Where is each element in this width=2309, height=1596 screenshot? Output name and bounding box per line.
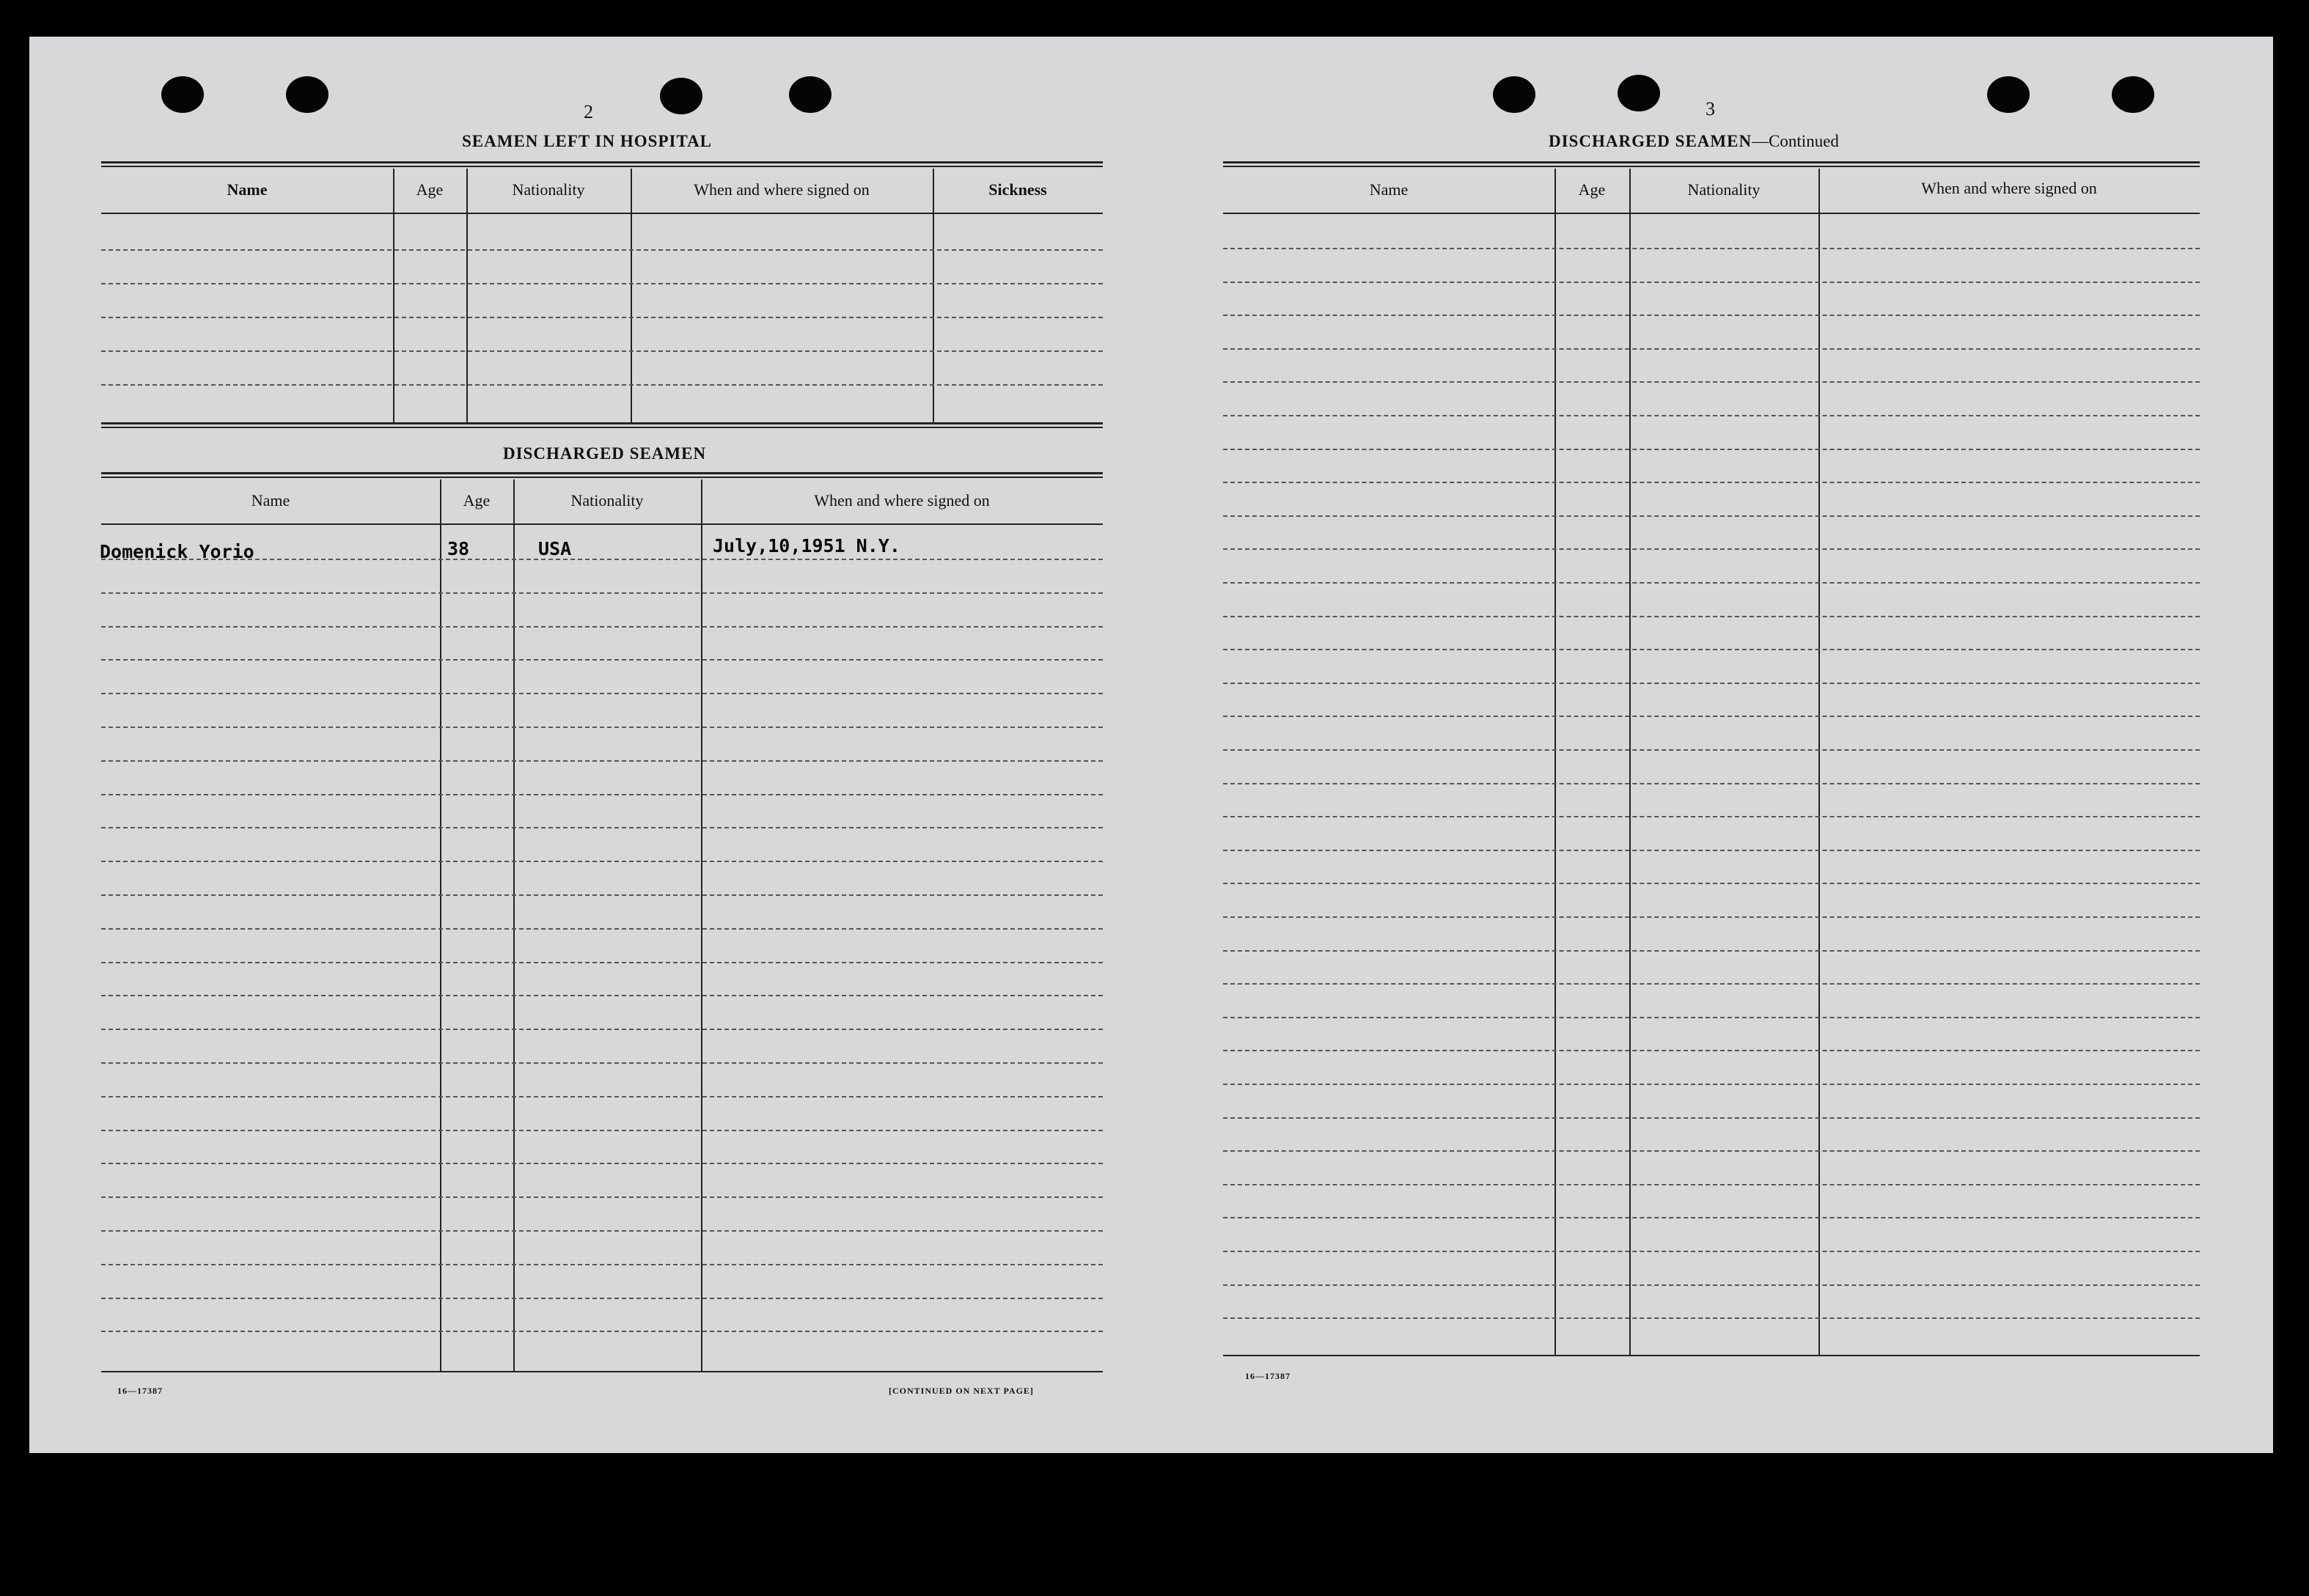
discharged-row-line [101,1130,1103,1131]
discharged-row-line [101,928,1103,930]
right-row-line [1223,381,2200,383]
discharged-row-line [101,1163,1103,1164]
discharged-row-line [101,659,1103,661]
right-row-line [1223,582,2200,584]
discharged-row-line [101,760,1103,762]
discharged-row-line [101,1062,1103,1064]
discharged-row-line [101,962,1103,963]
right-table-bottom-rule [1223,1355,2200,1356]
right-row-line [1223,616,2200,617]
right-row-line [1223,816,2200,817]
discharged-row-line [101,1029,1103,1030]
punch-hole [789,76,832,113]
discharged-row-line [101,861,1103,862]
continued-section-title [1549,132,1839,151]
entry-nationality: USA [538,538,572,559]
right-row-line [1223,482,2200,483]
right-row-line [1223,548,2200,550]
discharged-col-divider [701,479,702,1371]
right-row-line [1223,515,2200,517]
discharged-row-line [101,1096,1103,1097]
entry-age: 38 [447,538,470,559]
right-row-line [1223,1184,2200,1185]
form-number-right: 16—17387 [1245,1371,1291,1381]
right-row-line [1223,1251,2200,1252]
right-row-line [1223,282,2200,283]
form-number-left: 16—17387 [117,1386,163,1396]
hospital-header-rule [101,213,1103,214]
discharged-row-line [101,559,1103,560]
hospital-row-line [101,249,1103,251]
hospital-section-title: SEAMEN LEFT IN HOSPITAL [462,132,713,150]
right-row-line [1223,1050,2200,1051]
right-row-line [1223,248,2200,249]
discharged-row-line [101,1298,1103,1299]
right-col-name: Name [1369,180,1409,199]
right-header-rule [1223,213,2200,214]
page-number-right: 3 [1706,98,1715,119]
right-row-line [1223,649,2200,650]
right-col-divider [1818,169,1820,1355]
continued-section-title-main: DISCHARGED SEAMEN [1549,132,1752,150]
right-col-nationality: Nationality [1687,180,1761,199]
discharged-row-line [101,995,1103,996]
right-col-age: Age [1578,180,1606,199]
right-row-line [1223,683,2200,684]
discharged-row-line [101,626,1103,628]
discharged-col-divider [440,479,441,1371]
right-row-line [1223,950,2200,952]
discharged-row-line [101,693,1103,694]
right-row-line [1223,783,2200,784]
discharged-row-line [101,1331,1103,1332]
hospital-col-age: Age [416,180,444,199]
discharged-row-line [101,1230,1103,1232]
discharged-section-title: DISCHARGED SEAMEN [503,444,707,463]
right-row-line [1223,1084,2200,1085]
discharged-row-line [101,794,1103,795]
hospital-table-bottom-rule-2 [101,427,1103,428]
discharged-col-nationality: Nationality [570,491,644,510]
right-col-signed-on: When and where signed on [1921,179,2097,197]
right-table-top-rule [1223,161,2200,163]
punch-hole [161,76,204,113]
hospital-table-bottom-rule [101,422,1103,424]
discharged-row-line [101,1196,1103,1198]
discharged-row-line [101,592,1103,594]
right-col-divider [1629,169,1631,1355]
hospital-row-line [101,384,1103,386]
punch-hole [1987,76,2030,113]
discharged-row-line [101,894,1103,896]
right-col-divider [1554,169,1556,1355]
discharged-table-top-rule [101,472,1103,474]
right-row-line [1223,883,2200,884]
right-row-line [1223,749,2200,751]
punch-hole [660,78,702,114]
document-sheet [29,37,2273,1453]
punch-hole [286,76,328,113]
right-row-line [1223,983,2200,985]
discharged-col-name: Name [251,491,290,510]
hospital-row-line [101,350,1103,352]
continued-section-title-suffix: —Continued [1752,132,1839,150]
right-row-line [1223,1117,2200,1119]
discharged-table-top-rule-2 [101,477,1103,478]
discharged-col-signed-on: When and where signed on [814,491,990,510]
discharged-header-rule [101,523,1103,525]
entry-name: Domenick Yorio [100,541,254,562]
right-table-top-rule-2 [1223,166,2200,167]
hospital-col-name: Name [227,180,268,199]
continued-note: [CONTINUED ON NEXT PAGE] [889,1386,1034,1396]
right-row-line [1223,916,2200,918]
punch-hole [1493,76,1535,113]
hospital-col-sickness: Sickness [988,180,1047,199]
right-row-line [1223,348,2200,350]
hospital-table-top-rule [101,161,1103,163]
entry-signed-on: July,10,1951 N.Y. [713,535,900,556]
right-row-line [1223,1284,2200,1286]
discharged-row-line [101,727,1103,728]
right-row-line [1223,716,2200,717]
punch-hole [1618,75,1660,111]
discharged-table-bottom-rule [101,1371,1103,1372]
hospital-table-top-rule-2 [101,166,1103,167]
right-row-line [1223,850,2200,851]
discharged-row-line [101,1264,1103,1265]
discharged-col-age: Age [463,491,491,510]
hospital-col-nationality: Nationality [512,180,585,199]
page-number-left: 2 [584,101,593,122]
right-row-line [1223,1017,2200,1018]
punch-hole [2112,76,2154,113]
discharged-col-divider [513,479,515,1371]
right-row-line [1223,315,2200,316]
discharged-row-line [101,827,1103,828]
right-row-line [1223,1150,2200,1152]
right-row-line [1223,1217,2200,1218]
right-row-line [1223,415,2200,416]
hospital-row-line [101,317,1103,318]
right-row-line [1223,1317,2200,1319]
right-row-line [1223,449,2200,450]
hospital-row-line [101,283,1103,284]
hospital-col-signed-on: When and where signed on [694,180,870,199]
